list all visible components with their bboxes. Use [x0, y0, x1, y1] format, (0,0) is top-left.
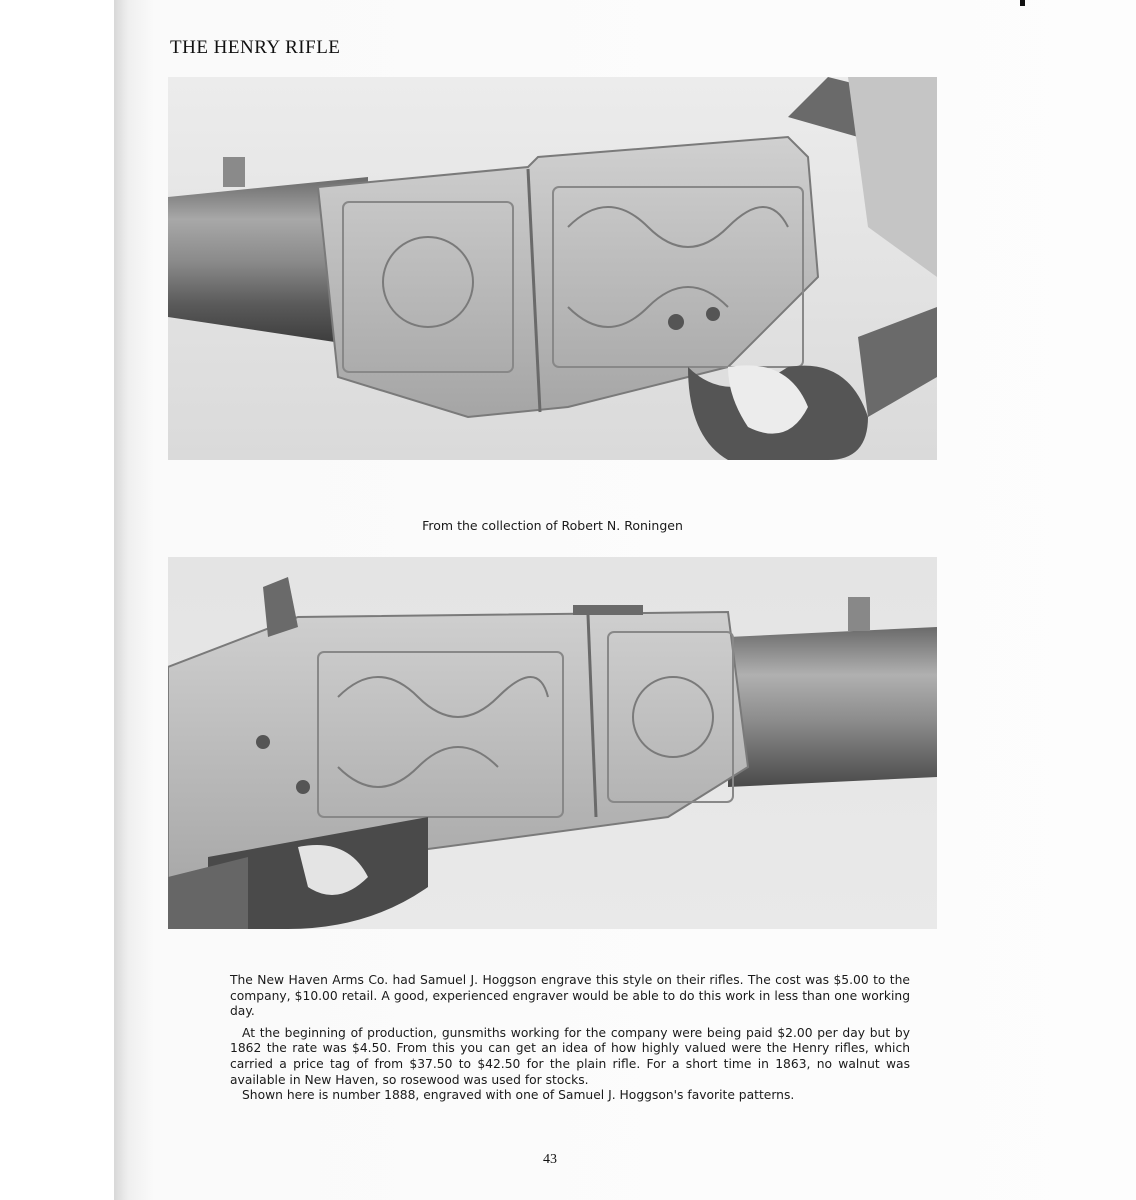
corner-mark — [1020, 0, 1025, 6]
engraved-receiver-right-image — [168, 557, 937, 929]
figure-caption: From the collection of Robert N. Roningen — [422, 518, 683, 533]
paragraph-1: The New Haven Arms Co. had Samuel J. Hoggson engrave this style on their rifles. The cost was $5.00 to the company, $10.00 retail. A good, experienced engraver would be able to do this work in less than one working day. — [230, 973, 910, 1019]
engraved-receiver-left-image — [168, 77, 937, 460]
paragraph-3: Shown here is number 1888, engraved with one of Samuel J. Hoggson's favorite patterns. — [242, 1088, 795, 1103]
page-number: 43 — [543, 1152, 557, 1167]
paragraph-2: At the beginning of production, gunsmiths working for the company were being paid $2.00 per day but by 1862 the rate was $4.50. From this you can get an idea of how highly valued were the Henry rifles, which carried a price tag of from $37.50 to $42.50 for the plain rifle. For a short time in 1863, no walnut was available in New Haven, so rosewood was used for stocks. — [230, 1025, 910, 1087]
body-text — [230, 973, 910, 1104]
running-header: THE HENRY RIFLE — [170, 36, 341, 58]
rifle-photo-top — [168, 77, 937, 460]
rifle-photo-bottom — [168, 557, 937, 929]
